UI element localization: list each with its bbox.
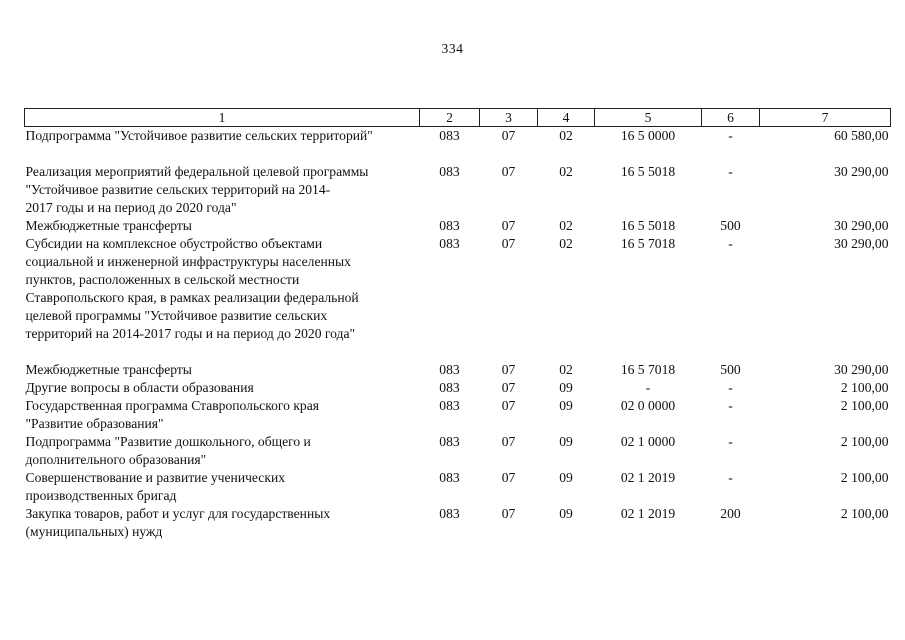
table-row <box>25 469 891 505</box>
cell-subsection: 02 <box>559 236 573 251</box>
cell-name-line: территорий на 2014-2017 годы и на период до 2020 года" <box>25 326 356 341</box>
table-row <box>25 505 891 541</box>
cell-name <box>25 361 420 379</box>
cell-target-article: 02 1 2019 <box>620 506 676 521</box>
cell-amount: 30 290,00 <box>834 236 889 251</box>
cell-admin-code: 083 <box>439 236 460 251</box>
cell-target-article: 02 1 0000 <box>620 434 676 449</box>
cell-name-line: Ставропольского края, в рамках реализации федеральной <box>25 290 359 305</box>
cell-amount: 2 100,00 <box>840 506 889 521</box>
cell-amount: 30 290,00 <box>834 164 889 179</box>
row-spacer <box>26 343 420 361</box>
cell-name-line: дополнительного образования" <box>25 452 207 467</box>
header-row <box>25 109 891 127</box>
cell-subsection: 02 <box>559 362 573 377</box>
cell-admin-code: 083 <box>439 128 460 143</box>
column-header: 6 <box>702 109 760 127</box>
cell-name-line: Субсидии на комплексное обустройство объектами <box>25 236 323 251</box>
column-header: 2 <box>420 109 480 127</box>
cell-subsection: 02 <box>559 164 573 179</box>
cell-subsection: 09 <box>559 434 573 449</box>
cell-name-line: социальной и инженерной инфраструктуры населенных <box>25 254 351 269</box>
cell-admin-code: 083 <box>439 380 460 395</box>
cell-target-article: 02 0 0000 <box>620 398 676 413</box>
cell-name <box>25 469 420 505</box>
cell-admin-code: 083 <box>439 470 460 485</box>
cell-target-article: 16 5 5018 <box>620 164 676 179</box>
cell-name-line: Совершенствование и развитие ученических <box>25 470 286 485</box>
cell-expense-type: - <box>728 380 733 395</box>
table-row <box>25 379 891 397</box>
cell-name-line: "Устойчивое развитие сельских территорий на 2014- <box>25 182 331 197</box>
cell-section: 07 <box>501 218 516 233</box>
cell-expense-type: 500 <box>720 218 741 233</box>
cell-name-line: "Развитие образования" <box>25 416 164 431</box>
budget-table <box>24 108 891 541</box>
cell-amount: 2 100,00 <box>840 470 889 485</box>
cell-name-line: производственных бригад <box>25 488 177 503</box>
cell-admin-code: 083 <box>439 398 460 413</box>
column-header: 7 <box>760 109 891 127</box>
cell-target-article: 16 5 7018 <box>620 362 676 377</box>
cell-subsection: 09 <box>559 470 573 485</box>
cell-expense-type: - <box>728 470 733 485</box>
cell-name-line: (муниципальных) нужд <box>25 524 163 539</box>
cell-name <box>25 433 420 469</box>
cell-target-article: - <box>645 380 651 395</box>
cell-section: 07 <box>501 398 516 413</box>
cell-name-line: Другие вопросы в области образования <box>25 380 254 395</box>
table-row <box>25 235 891 361</box>
cell-admin-code: 083 <box>439 164 460 179</box>
cell-name <box>25 235 420 361</box>
column-header: 4 <box>538 109 595 127</box>
table-row <box>25 217 891 235</box>
cell-admin-code: 083 <box>439 362 460 377</box>
cell-section: 07 <box>501 164 516 179</box>
cell-subsection: 02 <box>559 218 573 233</box>
cell-name-line: 2017 годы и на период до 2020 года" <box>25 200 237 215</box>
cell-target-article: 02 1 2019 <box>620 470 676 485</box>
cell-name <box>25 127 420 164</box>
table-row <box>25 397 891 433</box>
cell-target-article: 16 5 5018 <box>620 218 676 233</box>
cell-name <box>25 163 420 217</box>
cell-amount: 2 100,00 <box>840 380 889 395</box>
cell-expense-type: - <box>728 398 733 413</box>
page-number: 334 <box>441 41 464 56</box>
cell-name-line: Межбюджетные трансферты <box>25 362 192 377</box>
cell-expense-type: - <box>728 128 733 143</box>
cell-subsection: 02 <box>559 128 573 143</box>
table-row <box>25 127 891 164</box>
cell-amount: 2 100,00 <box>840 434 889 449</box>
cell-admin-code: 083 <box>439 434 460 449</box>
cell-name <box>25 397 420 433</box>
cell-subsection: 09 <box>559 398 573 413</box>
cell-target-article: 16 5 0000 <box>620 128 676 143</box>
cell-section: 07 <box>501 362 516 377</box>
cell-name-line: пунктов, расположенных в сельской местности <box>25 272 300 287</box>
table-row <box>25 163 891 217</box>
cell-section: 07 <box>501 380 516 395</box>
cell-section: 07 <box>501 506 516 521</box>
cell-name <box>25 505 420 541</box>
cell-admin-code: 083 <box>439 506 460 521</box>
column-header: 3 <box>480 109 538 127</box>
cell-section: 07 <box>501 434 516 449</box>
cell-section: 07 <box>501 470 516 485</box>
cell-name <box>25 217 420 235</box>
cell-name-line: Подпрограмма "Устойчивое развитие сельских территорий" <box>25 128 373 143</box>
column-header: 5 <box>595 109 702 127</box>
cell-amount: 30 290,00 <box>834 218 889 233</box>
cell-expense-type: 200 <box>720 506 741 521</box>
cell-section: 07 <box>501 128 516 143</box>
cell-subsection: 09 <box>559 380 573 395</box>
cell-name-line: Реализация мероприятий федеральной целевой программы <box>25 164 369 179</box>
cell-section: 07 <box>501 236 516 251</box>
cell-expense-type: - <box>728 434 733 449</box>
cell-expense-type: 500 <box>720 362 741 377</box>
cell-admin-code: 083 <box>439 218 460 233</box>
cell-name-line: Государственная программа Ставропольского края <box>25 398 320 413</box>
column-header: 1 <box>25 109 420 127</box>
row-spacer <box>26 145 420 163</box>
cell-target-article: 16 5 7018 <box>620 236 676 251</box>
cell-amount: 2 100,00 <box>840 398 889 413</box>
cell-expense-type: - <box>728 236 733 251</box>
table-row <box>25 361 891 379</box>
cell-name-line: Межбюджетные трансферты <box>25 218 192 233</box>
cell-name-line: Закупка товаров, работ и услуг для государственных <box>25 506 331 521</box>
table-body <box>25 127 891 542</box>
cell-subsection: 09 <box>559 506 573 521</box>
cell-name-line: Подпрограмма "Развитие дошкольного, общего и <box>25 434 311 449</box>
cell-expense-type: - <box>728 164 733 179</box>
table-row <box>25 433 891 469</box>
cell-amount: 30 290,00 <box>834 362 889 377</box>
cell-name <box>25 379 420 397</box>
cell-name-line: целевой программы "Устойчивое развитие сельских <box>25 308 328 323</box>
cell-amount: 60 580,00 <box>834 128 889 143</box>
